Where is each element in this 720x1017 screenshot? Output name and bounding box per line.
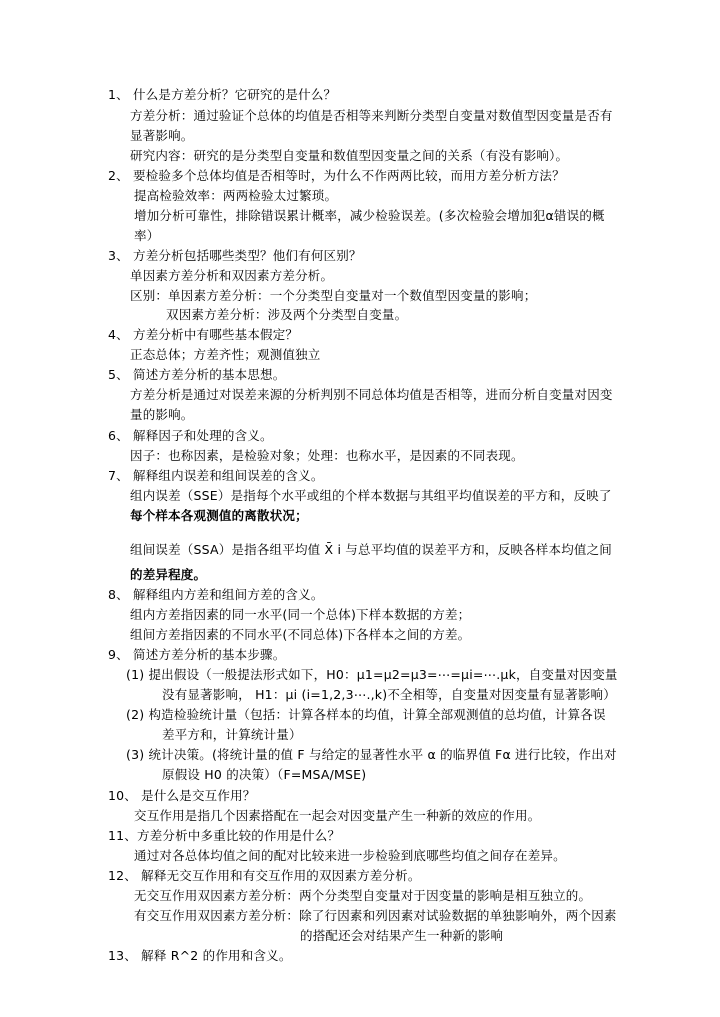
answer-line: 组内误差（SSE）是指每个水平或组的个样本数据与其组平均值误差的平方和，反映了: [130, 488, 612, 503]
answer-line: 通过对各总体均值之间的配对比较来进一步检验到底哪些均值之间存在差异。: [134, 848, 566, 863]
answer-line: 方差分析是通过对误差来源的分析判别不同总体均值是否相等，进而分析自变量对因变: [130, 387, 613, 402]
question-13: 13、 解释 R^2 的作用和含义。: [108, 948, 292, 963]
step-2: (2) 构造检验统计量（包括：计算各样本的均值，计算全部观测值的总均值，计算各误: [126, 707, 606, 722]
answer-line: 增加分析可靠性，排除错误累计概率，减少检验误差。(多次检验会增加犯α错误的概: [134, 208, 605, 223]
question-10: 10、 是什么是交互作用？: [108, 788, 256, 803]
answer-line: 组间误差（SSA）是指各组平均值 X̄ i 与总平均值的误差平方和，反映各样本均值之间: [130, 542, 613, 557]
answer-line: 正态总体；方差齐性；观测值独立: [130, 347, 321, 362]
answer-line-bold: 的差异程度。: [130, 567, 207, 582]
answer-line: 率）: [134, 228, 160, 243]
question-4: 4、 方差分析中有哪些基本假定？: [108, 327, 299, 342]
answer-line: 无交互作用双因素方差分析：两个分类型自变量对于因变量的影响是相互独立的。: [134, 888, 592, 903]
question-6: 6、 解释因子和处理的含义。: [108, 428, 273, 443]
step-3: (3) 统计决策。(将统计量的值 F 与给定的显著性水平 α 的临界值 Fα 进行比较，作出对: [126, 747, 617, 762]
step-1-cont: 没有显著影响， H1：μi (i=1,2,3⋯.,k)不全相等，自变量对因变量有显著影响）: [162, 687, 616, 702]
question-11: 11、方差分析中多重比较的作用是什么？: [108, 828, 341, 843]
answer-line: 量的影响。: [130, 407, 194, 422]
answer-line: 显著影响。: [130, 128, 194, 143]
question-7: 7、 解释组内误差和组间误差的含义。: [108, 468, 324, 483]
question-12: 12、 解释无交互作用和有交互作用的双因素方差分析。: [108, 868, 421, 883]
answer-line: 组间方差指因素的不同水平(不同总体)下各样本之间的方差。: [130, 627, 471, 642]
step-3-cont: 原假设 H0 的决策）（F=MSA/MSE): [162, 767, 367, 782]
answer-line: 单因素方差分析和双因素方差分析。: [130, 268, 334, 283]
question-2: 2、 要检验多个总体均值是否相等时，为什么不作两两比较，而用方差分析方法？: [108, 168, 565, 183]
answer-line: 组内方差指因素的同一水平(同一个总体)下样本数据的方差；: [130, 607, 471, 622]
answer-line: 区别：单因素方差分析：一个分类型自变量对一个数值型因变量的影响；: [130, 288, 537, 303]
answer-line: 的搭配还会对结果产生一种新的影响: [300, 928, 504, 943]
step-2-cont: 差平方和，计算统计量）: [162, 727, 302, 742]
step-1: (1) 提出假设（一般提法形式如下，H0：μ1=μ2=μ3=⋯=μi=⋯.μk，自变量对因变量: [126, 667, 618, 682]
answer-line: 因子：也称因素，是检验对象；处理：也称水平，是因素的不同表现。: [130, 448, 524, 463]
question-3: 3、 方差分析包括哪些类型？他们有何区别？: [108, 248, 362, 263]
question-5: 5、 简述方差分析的基本思想。: [108, 367, 286, 382]
question-1: 1、 什么是方差分析？它研究的是什么？: [108, 87, 337, 102]
answer-line: 交互作用是指几个因素搭配在一起会对因变量产生一种新的效应的作用。: [134, 808, 541, 823]
answer-line: 提高检验效率：两两检验太过繁琐。: [134, 188, 338, 203]
answer-line: 方差分析：通过验证个总体的均值是否相等来判断分类型自变量对数值型因变量是否有: [130, 108, 613, 123]
question-9: 9、 简述方差分析的基本步骤。: [108, 647, 286, 662]
answer-line: 研究内容：研究的是分类型自变量和数值型因变量之间的关系（有没有影响）。: [130, 148, 569, 163]
answer-line: 有交互作用双因素方差分析：除了行因素和列因素对试验数据的单独影响外，两个因素: [134, 908, 617, 923]
question-8: 8、 解释组内方差和组间方差的含义。: [108, 587, 324, 602]
answer-line: 双因素方差分析：涉及两个分类型自变量。: [166, 307, 408, 322]
answer-line-bold: 每个样本各观测值的离散状况；: [130, 508, 308, 523]
